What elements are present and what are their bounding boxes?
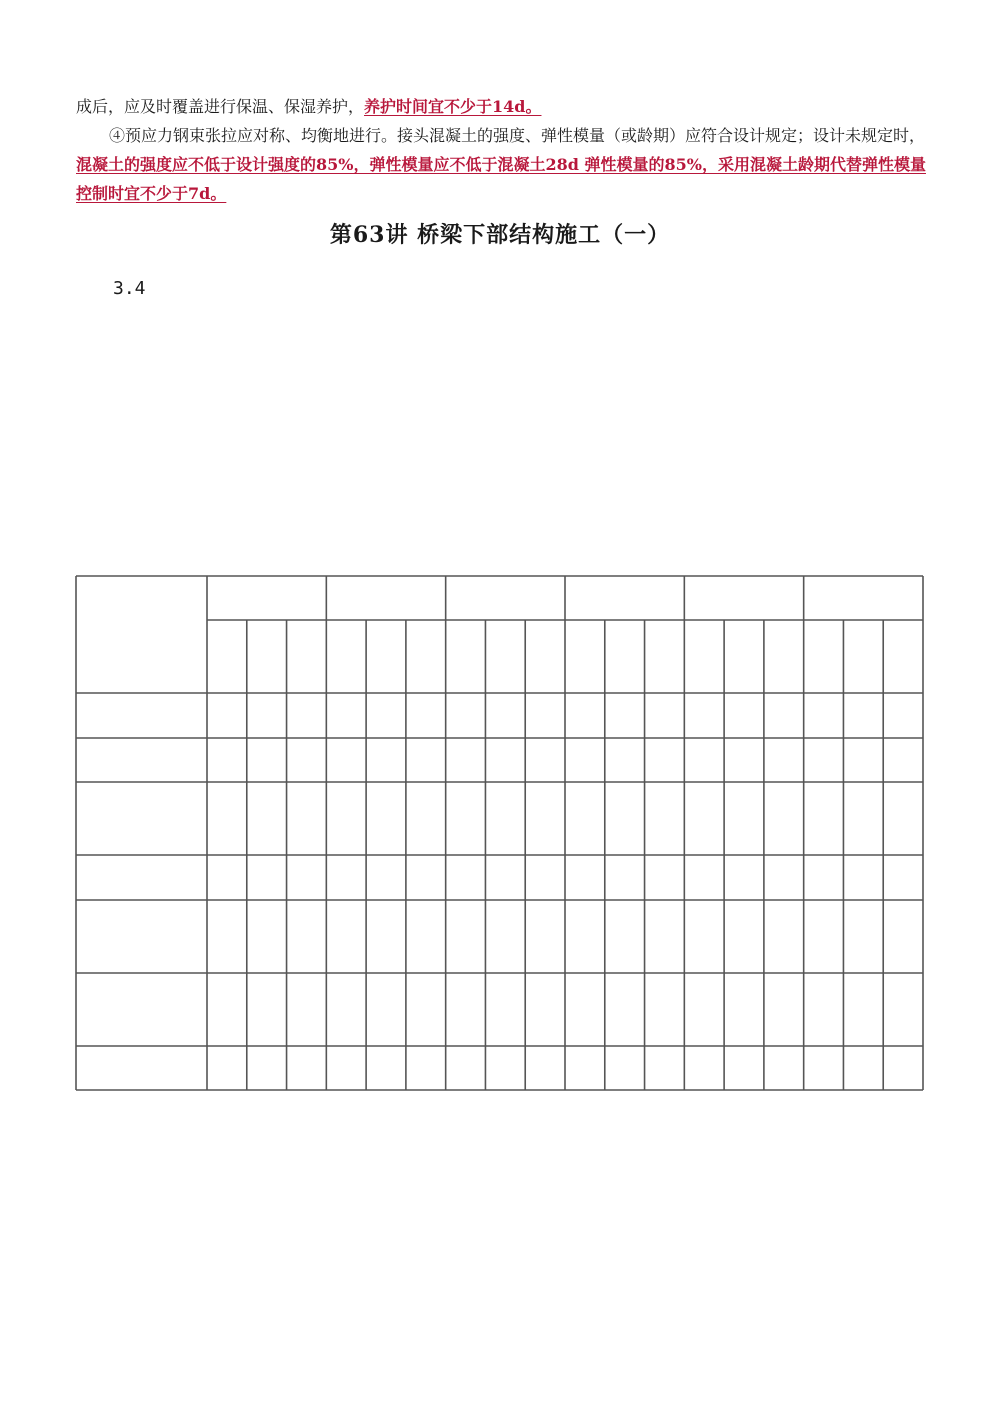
section-number: 3.4 [113,278,146,299]
paragraph-text: 成后，应及时覆盖进行保温、保湿养护， [76,97,365,116]
highlighted-requirement: 养护时间宜不少于14d。 [364,97,542,116]
paragraph-text: ④预应力钢束张拉应对称、均衡地进行。接头混凝土的强度、弹性模量（或龄期）应符合设计规定；设计未规定时， [109,126,926,145]
highlighted-requirement: 混凝土的强度应不低于设计强度的85%，弹性模量应不低于混凝土28d 弹性模量的85%，采用混凝土龄期代替弹性模量控制时宜不少于7d。 [76,155,926,203]
paragraph-prestress [76,121,926,208]
lecture-title: 第63讲 桥梁下部结构施工（一） [329,222,671,248]
paragraph-curing [76,92,926,121]
empty-table [75,575,925,1093]
